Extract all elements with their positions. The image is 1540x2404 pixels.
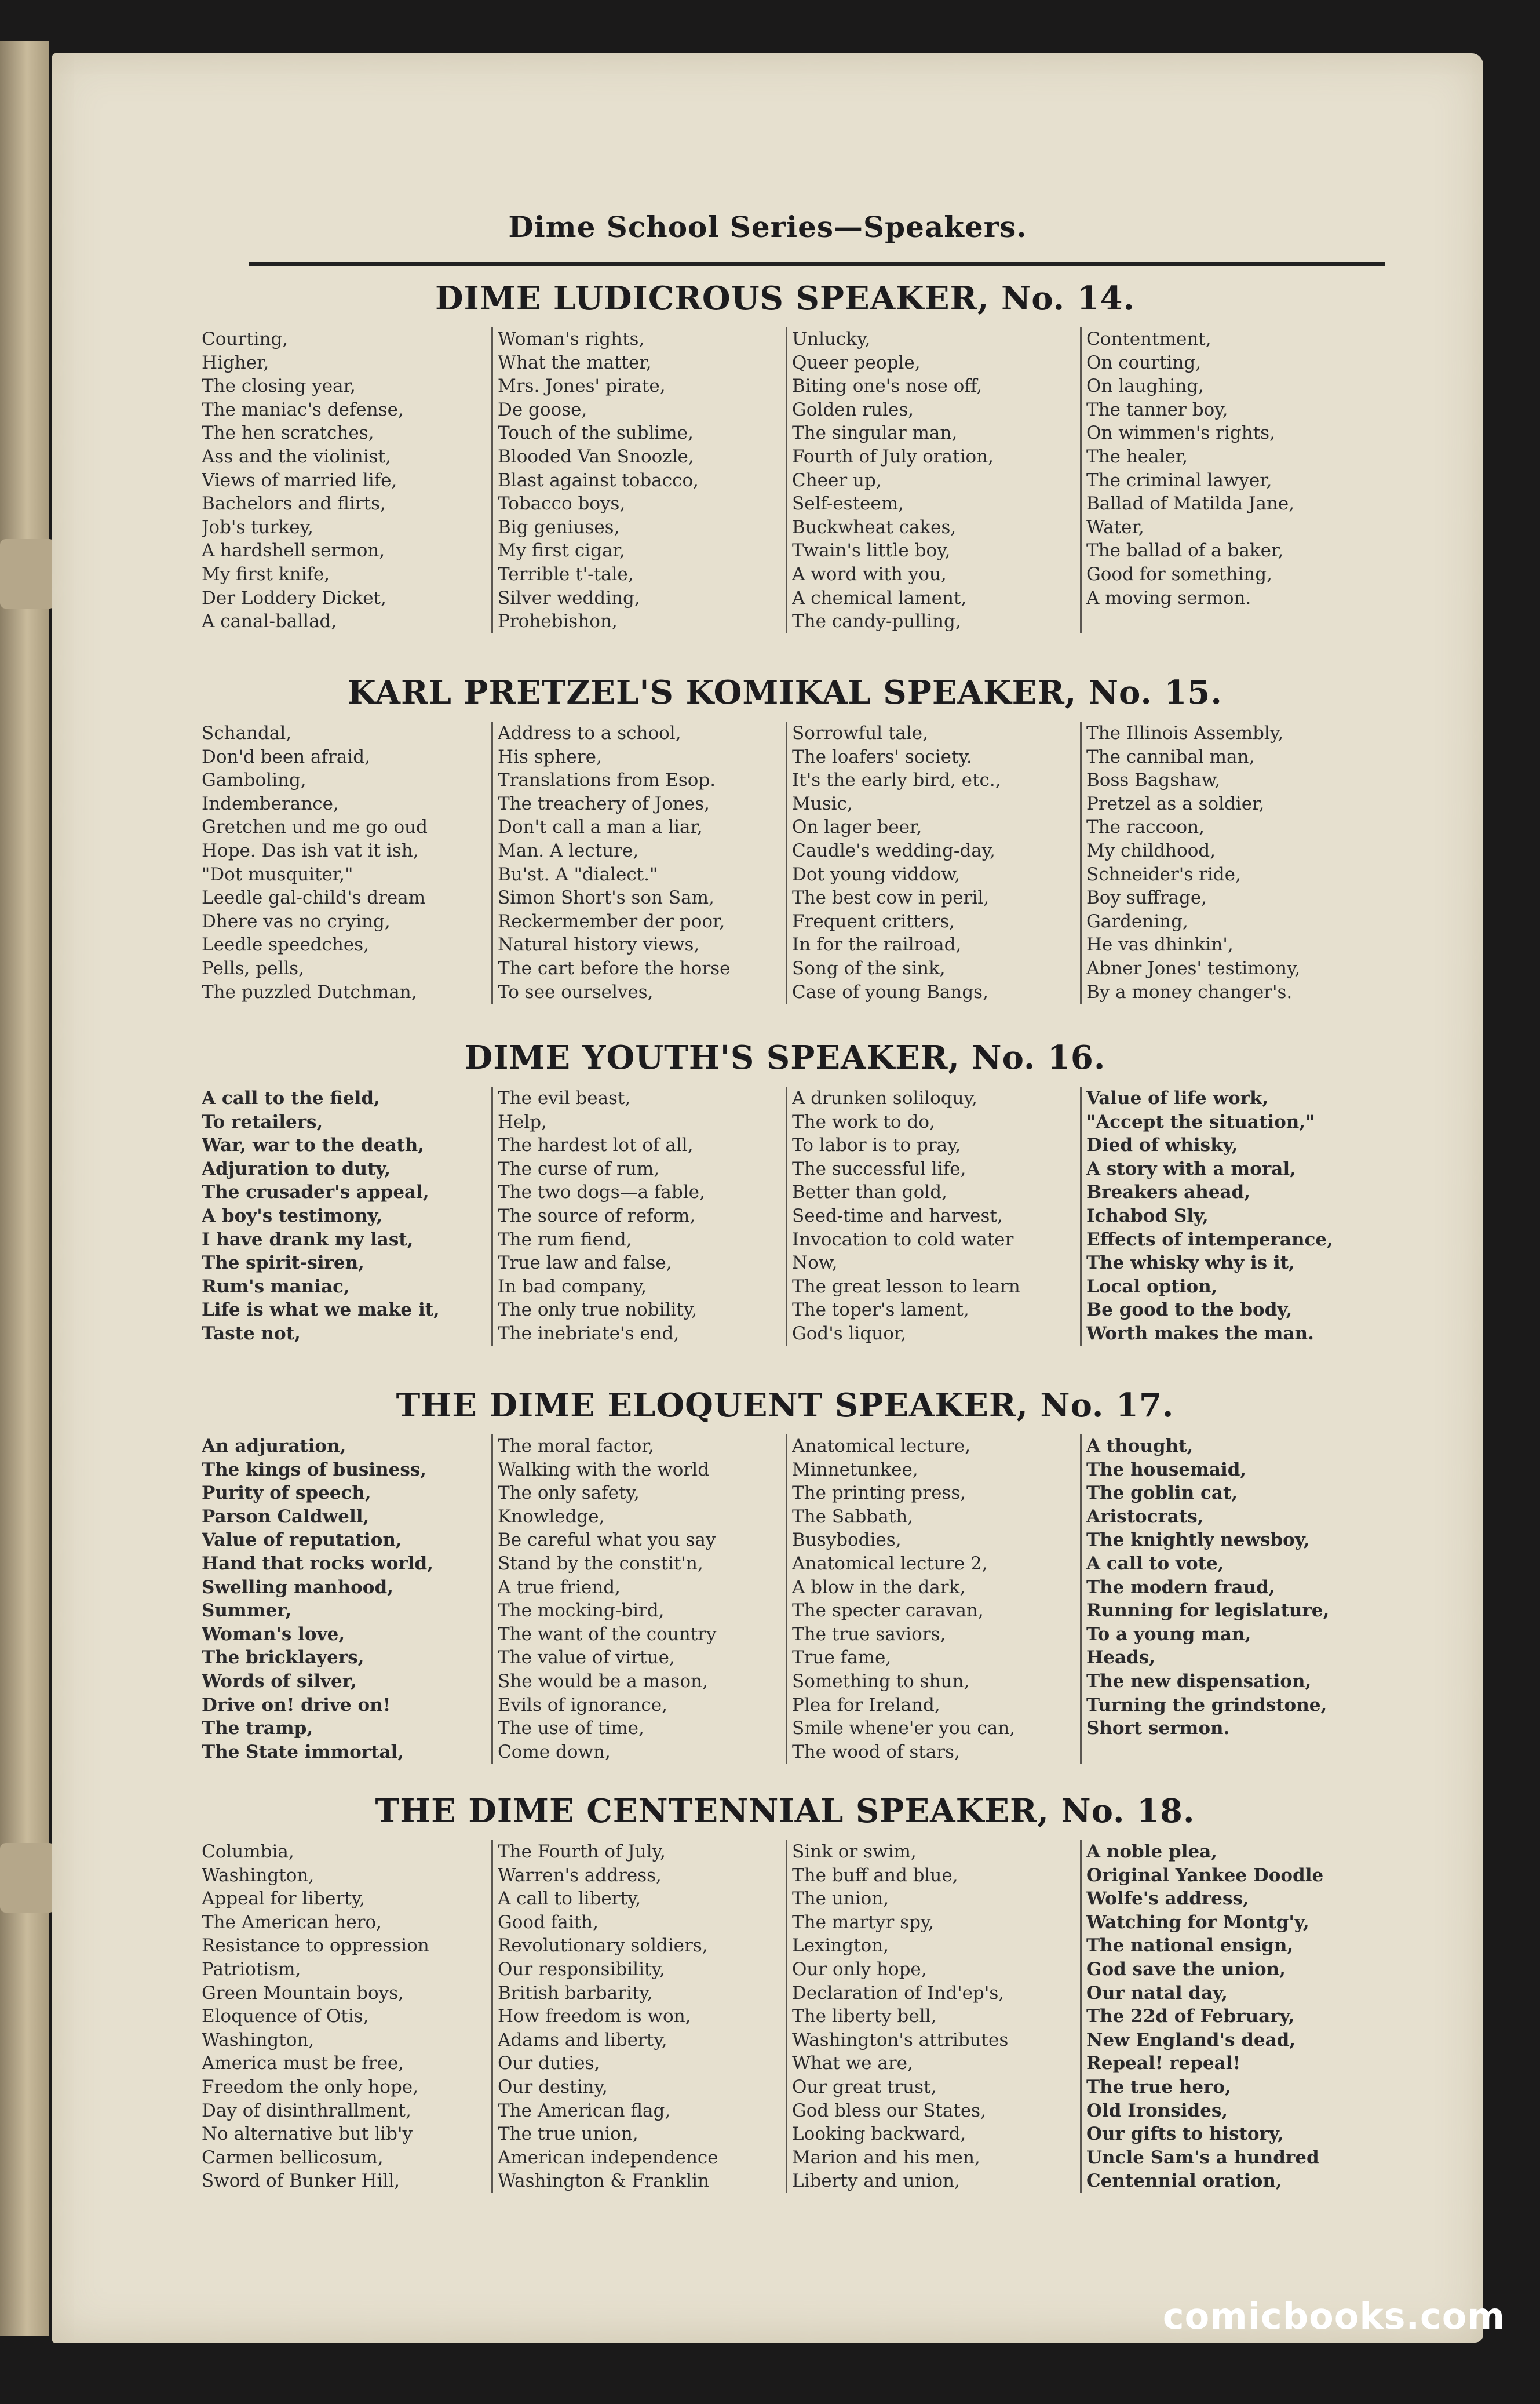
- contents-entry: The great lesson to learn: [792, 1276, 1020, 1297]
- contents-entry: Song of the sink,: [792, 957, 946, 979]
- contents-entry: Dot young viddow,: [792, 864, 961, 885]
- contents-entry: The loafers' society.: [792, 746, 972, 767]
- contents-entry: Blast against tobacco,: [498, 469, 699, 491]
- contents-entry: A noble plea,: [1086, 1841, 1218, 1862]
- contents-entry: The value of virtue,: [498, 1647, 675, 1669]
- contents-entry: In for the railroad,: [792, 934, 962, 956]
- contents-entry: What the matter,: [498, 352, 652, 373]
- contents-entry: To a young man,: [1086, 1623, 1251, 1645]
- contents-entry: Smile whene'er you can,: [792, 1718, 1016, 1739]
- speaker-section: [197, 669, 1373, 1004]
- contents-entry: America must be free,: [202, 2053, 404, 2074]
- contents-column: [786, 1840, 1070, 2193]
- section-title: KARL PRETZEL'S KOMIKAL SPEAKER, No. 15.: [348, 673, 1222, 712]
- contents-entry: Ass and the violinist,: [202, 446, 391, 467]
- contents-entry: The American flag,: [498, 2100, 671, 2121]
- contents-entry: The liberty bell,: [792, 2006, 937, 2027]
- contents-entry: Our great trust,: [792, 2076, 937, 2097]
- contents-entry: Died of whisky,: [1086, 1135, 1238, 1156]
- contents-entry: The union,: [792, 1888, 889, 1910]
- contents-entry: Plea for Ireland,: [792, 1694, 940, 1715]
- contents-entry: Boy suffrage,: [1086, 887, 1207, 909]
- contents-entry: True law and false,: [498, 1252, 672, 1274]
- contents-entry: Columbia,: [202, 1841, 294, 1862]
- contents-entry: Walking with the world: [498, 1459, 710, 1480]
- section-columns: [197, 327, 1373, 633]
- contents-entry: A canal-ballad,: [202, 611, 337, 632]
- contents-entry: It's the early bird, etc.,: [792, 770, 1001, 791]
- contents-entry: Patriotism,: [202, 1958, 301, 1980]
- contents-entry: Words of silver,: [202, 1670, 357, 1692]
- contents-entry: The true union,: [498, 2123, 638, 2145]
- contents-entry: The goblin cat,: [1086, 1483, 1238, 1504]
- contents-column: [786, 1434, 1070, 1764]
- contents-entry: God save the union,: [1086, 1958, 1286, 1980]
- contents-column: [197, 1087, 481, 1346]
- contents-entry: Washington & Franklin: [498, 2170, 709, 2192]
- contents-entry: Sword of Bunker Hill,: [202, 2170, 400, 2192]
- contents-entry: The work to do,: [792, 1111, 935, 1132]
- contents-entry: Higher,: [202, 352, 269, 373]
- contents-entry: Natural history views,: [498, 934, 700, 956]
- contents-entry: The criminal lawyer,: [1086, 469, 1272, 491]
- contents-entry: Eloquence of Otis,: [202, 2006, 369, 2027]
- contents-entry: Our only hope,: [792, 1958, 927, 1980]
- contents-entry: Der Loddery Dicket,: [202, 587, 386, 609]
- contents-entry: The crusader's appeal,: [202, 1182, 429, 1203]
- contents-entry: A thought,: [1086, 1436, 1194, 1456]
- contents-entry: Value of reputation,: [202, 1529, 402, 1551]
- contents-entry: Centennial oration,: [1086, 2170, 1282, 2192]
- contents-entry: Washington,: [202, 1864, 315, 1886]
- contents-entry: The wood of stars,: [792, 1741, 960, 1762]
- contents-entry: Ballad of Matilda Jane,: [1086, 493, 1295, 515]
- contents-entry: The best cow in peril,: [792, 887, 990, 909]
- contents-entry: The singular man,: [792, 422, 958, 444]
- contents-entry: The kings of business,: [202, 1459, 427, 1480]
- contents-entry: The evil beast,: [498, 1088, 631, 1109]
- contents-entry: My first cigar,: [498, 540, 625, 562]
- contents-entry: New England's dead,: [1086, 2029, 1296, 2050]
- contents-entry: On wimmen's rights,: [1086, 422, 1275, 444]
- contents-entry: Our responsibility,: [498, 1958, 665, 1980]
- contents-entry: The ballad of a baker,: [1086, 540, 1284, 562]
- contents-entry: Lexington,: [792, 1935, 889, 1957]
- contents-entry: The true hero,: [1086, 2076, 1231, 2097]
- contents-entry: She would be a mason,: [498, 1670, 708, 1692]
- binding-tab: [0, 1843, 55, 1913]
- contents-entry: The source of reform,: [498, 1205, 696, 1226]
- contents-entry: No alternative but lib'y: [202, 2123, 413, 2145]
- contents-column: [1080, 327, 1364, 633]
- contents-entry: Washington,: [202, 2029, 315, 2050]
- speaker-section: [197, 275, 1373, 633]
- contents-entry: The American hero,: [202, 1911, 382, 1933]
- contents-entry: Freedom the only hope,: [202, 2076, 418, 2097]
- contents-entry: Drive on! drive on!: [202, 1694, 391, 1715]
- contents-entry: Old Ironsides,: [1086, 2100, 1228, 2121]
- contents-column: [491, 1434, 775, 1764]
- contents-entry: The Fourth of July,: [498, 1841, 666, 1862]
- contents-entry: Big geniuses,: [498, 516, 620, 538]
- contents-entry: Water,: [1086, 516, 1144, 538]
- contents-entry: The cart before the horse: [498, 957, 731, 979]
- contents-entry: Pretzel as a soldier,: [1086, 793, 1265, 814]
- contents-entry: God bless our States,: [792, 2100, 986, 2121]
- contents-entry: A boy's testimony,: [202, 1205, 383, 1226]
- contents-entry: Biting one's nose off,: [792, 376, 983, 397]
- contents-entry: The buff and blue,: [792, 1864, 958, 1886]
- contents-column: [197, 1434, 481, 1764]
- contents-entry: Life is what we make it,: [202, 1299, 440, 1321]
- contents-column: [786, 1087, 1070, 1346]
- contents-entry: A moving sermon.: [1086, 587, 1251, 609]
- watermark: comicbooks.com: [1162, 2295, 1505, 2337]
- section-title: THE DIME CENTENNIAL SPEAKER, No. 18.: [375, 1792, 1195, 1830]
- contents-entry: The successful life,: [792, 1158, 966, 1179]
- contents-entry: The whisky why is it,: [1086, 1252, 1295, 1274]
- contents-entry: Don't call a man a liar,: [498, 817, 703, 838]
- contents-entry: The knightly newsboy,: [1086, 1529, 1310, 1551]
- contents-entry: In bad company,: [498, 1276, 647, 1297]
- contents-entry: Views of married life,: [202, 469, 397, 491]
- contents-entry: My childhood,: [1086, 840, 1216, 861]
- contents-entry: On laughing,: [1086, 376, 1204, 397]
- binding-tab: [0, 539, 55, 609]
- contents-entry: Sink or swim,: [792, 1841, 917, 1862]
- contents-entry: Reckermember der poor,: [498, 910, 725, 932]
- contents-entry: By a money changer's.: [1086, 981, 1293, 1003]
- contents-entry: Gardening,: [1086, 910, 1188, 932]
- contents-entry: Rum's maniac,: [202, 1276, 350, 1297]
- contents-entry: Courting,: [202, 329, 289, 349]
- contents-entry: The new dispensation,: [1086, 1670, 1312, 1692]
- contents-column: [197, 327, 481, 633]
- contents-entry: On courting,: [1086, 352, 1202, 373]
- contents-entry: The treachery of Jones,: [498, 793, 710, 814]
- contents-entry: Something to shun,: [792, 1670, 970, 1692]
- section-columns: [197, 1087, 1373, 1346]
- section-title: DIME LUDICROUS SPEAKER, No. 14.: [435, 279, 1136, 318]
- contents-entry: Our duties,: [498, 2053, 600, 2074]
- contents-entry: Liberty and union,: [792, 2170, 960, 2192]
- contents-entry: Hope. Das ish vat it ish,: [202, 840, 419, 861]
- contents-entry: The bricklayers,: [202, 1647, 364, 1669]
- contents-entry: A chemical lament,: [792, 587, 967, 609]
- contents-entry: Gamboling,: [202, 770, 306, 791]
- contents-entry: Cheer up,: [792, 469, 882, 491]
- section-title: DIME YOUTH'S SPEAKER, No. 16.: [464, 1039, 1106, 1077]
- contents-entry: Taste not,: [202, 1323, 301, 1344]
- contents-entry: Twain's little boy,: [792, 540, 951, 562]
- contents-entry: Buckwheat cakes,: [792, 516, 957, 538]
- contents-entry: Short sermon.: [1086, 1718, 1230, 1739]
- contents-entry: A call to vote,: [1086, 1553, 1224, 1574]
- contents-entry: Adams and liberty,: [498, 2029, 667, 2050]
- contents-entry: Queer people,: [792, 352, 921, 373]
- contents-entry: De goose,: [498, 399, 587, 420]
- contents-entry: The tramp,: [202, 1718, 313, 1739]
- contents-entry: Seed-time and harvest,: [792, 1205, 1003, 1226]
- contents-entry: His sphere,: [498, 746, 602, 767]
- contents-entry: A call to liberty,: [498, 1888, 641, 1910]
- contents-entry: Simon Short's son Sam,: [498, 887, 714, 909]
- contents-entry: God's liquor,: [792, 1323, 907, 1344]
- contents-entry: Leedle gal-child's dream: [202, 887, 426, 909]
- contents-entry: The puzzled Dutchman,: [202, 981, 417, 1003]
- contents-entry: A word with you,: [792, 563, 947, 585]
- contents-entry: American independence: [498, 2147, 718, 2168]
- contents-entry: Heads,: [1086, 1647, 1156, 1669]
- contents-entry: Boss Bagshaw,: [1086, 770, 1221, 791]
- contents-entry: Be careful what you say: [498, 1529, 716, 1551]
- contents-entry: The curse of rum,: [498, 1158, 660, 1179]
- section-columns: [197, 1840, 1373, 2193]
- contents-entry: Tobacco boys,: [498, 493, 626, 515]
- contents-column: [1080, 1434, 1364, 1764]
- contents-entry: Music,: [792, 793, 853, 814]
- contents-entry: How freedom is won,: [498, 2006, 691, 2027]
- contents-entry: Knowledge,: [498, 1506, 605, 1527]
- contents-entry: The candy-pulling,: [792, 611, 961, 632]
- section-title: THE DIME ELOQUENT SPEAKER, No. 17.: [396, 1386, 1174, 1425]
- contents-column: [197, 1840, 481, 2193]
- contents-entry: The State immortal,: [202, 1741, 404, 1762]
- contents-entry: Stand by the constit'n,: [498, 1553, 703, 1574]
- contents-entry: Warren's address,: [498, 1864, 662, 1886]
- contents-entry: Be good to the body,: [1086, 1299, 1293, 1321]
- contents-entry: Effects of intemperance,: [1086, 1229, 1333, 1250]
- contents-entry: Pells, pells,: [202, 957, 305, 979]
- contents-entry: The moral factor,: [498, 1436, 654, 1456]
- contents-entry: Good faith,: [498, 1911, 599, 1933]
- contents-entry: Our destiny,: [498, 2076, 608, 2097]
- contents-entry: Fourth of July oration,: [792, 446, 994, 467]
- contents-entry: Ichabod Sly,: [1086, 1205, 1209, 1226]
- contents-entry: The housemaid,: [1086, 1459, 1247, 1480]
- contents-column: [491, 1840, 775, 2193]
- contents-entry: Turning the grindstone,: [1086, 1694, 1327, 1715]
- contents-column: [1080, 1840, 1364, 2193]
- contents-entry: A story with a moral,: [1086, 1158, 1296, 1179]
- contents-entry: Sorrowful tale,: [792, 723, 928, 744]
- contents-entry: Day of disinthrallment,: [202, 2100, 411, 2121]
- contents-entry: The maniac's defense,: [202, 399, 404, 420]
- contents-entry: Golden rules,: [792, 399, 914, 420]
- contents-entry: I have drank my last,: [202, 1229, 414, 1250]
- contents-column: [786, 722, 1070, 1004]
- contents-entry: Appeal for liberty,: [202, 1888, 366, 1910]
- contents-entry: The national ensign,: [1086, 1935, 1294, 1957]
- contents-entry: Invocation to cold water: [792, 1229, 1014, 1250]
- contents-entry: Leedle speedches,: [202, 934, 369, 956]
- contents-entry: Abner Jones' testimony,: [1086, 957, 1301, 979]
- left-page-edge: [0, 41, 49, 2336]
- contents-entry: Terrible t'-tale,: [498, 563, 634, 585]
- contents-entry: Carmen bellicosum,: [202, 2147, 384, 2168]
- contents-entry: Hand that rocks world,: [202, 1553, 433, 1574]
- contents-entry: The martyr spy,: [792, 1911, 935, 1933]
- contents-entry: Purity of speech,: [202, 1483, 371, 1504]
- contents-entry: Job's turkey,: [202, 516, 313, 538]
- contents-entry: The modern fraud,: [1086, 1576, 1275, 1598]
- contents-entry: The two dogs—a fable,: [498, 1182, 705, 1203]
- contents-entry: A call to the field,: [202, 1088, 380, 1109]
- contents-entry: "Dot musquiter,": [202, 864, 353, 885]
- contents-entry: Worth makes the man.: [1086, 1323, 1314, 1344]
- contents-entry: The cannibal man,: [1086, 746, 1255, 767]
- contents-entry: Wolfe's address,: [1086, 1888, 1249, 1910]
- contents-column: [786, 327, 1070, 633]
- contents-entry: Busybodies,: [792, 1529, 902, 1551]
- contents-entry: Translations from Esop.: [498, 770, 716, 791]
- contents-entry: Caudle's wedding-day,: [792, 840, 995, 861]
- section-columns: [197, 722, 1373, 1004]
- contents-entry: Good for something,: [1086, 563, 1272, 585]
- contents-entry: Contentment,: [1086, 329, 1211, 349]
- contents-entry: Swelling manhood,: [202, 1576, 393, 1598]
- contents-entry: Man. A lecture,: [498, 840, 639, 861]
- contents-entry: Washington's attributes: [792, 2029, 1009, 2050]
- contents-entry: Parson Caldwell,: [202, 1506, 370, 1527]
- contents-entry: Indemberance,: [202, 793, 339, 814]
- contents-entry: Looking backward,: [792, 2123, 966, 2145]
- contents-entry: An adjuration,: [202, 1436, 346, 1456]
- contents-entry: Dhere vas no crying,: [202, 910, 391, 932]
- contents-entry: Uncle Sam's a hundred: [1086, 2147, 1319, 2168]
- contents-entry: Original Yankee Doodle: [1086, 1864, 1324, 1886]
- contents-entry: The spirit-siren,: [202, 1252, 364, 1274]
- contents-entry: A hardshell sermon,: [202, 540, 385, 562]
- contents-entry: To labor is to pray,: [792, 1135, 961, 1156]
- contents-entry: Running for legislature,: [1086, 1600, 1330, 1622]
- contents-entry: Resistance to oppression: [202, 1935, 429, 1957]
- contents-entry: The closing year,: [202, 376, 356, 397]
- contents-entry: Case of young Bangs,: [792, 981, 988, 1003]
- contents-entry: To retailers,: [202, 1111, 323, 1132]
- contents-column: [197, 722, 481, 1004]
- contents-entry: The only true nobility,: [498, 1299, 698, 1321]
- contents-entry: The healer,: [1086, 446, 1188, 467]
- contents-entry: The want of the country: [498, 1623, 717, 1645]
- contents-entry: Anatomical lecture 2,: [792, 1553, 988, 1574]
- contents-entry: On lager beer,: [792, 817, 922, 838]
- contents-entry: Watching for Montg'y,: [1086, 1911, 1309, 1933]
- contents-entry: British barbarity,: [498, 1982, 653, 2004]
- contents-entry: Our gifts to history,: [1086, 2123, 1284, 2145]
- contents-column: [1080, 1087, 1364, 1346]
- contents-entry: The inebriate's end,: [498, 1323, 680, 1344]
- contents-entry: Anatomical lecture,: [792, 1436, 970, 1456]
- contents-entry: The true saviors,: [792, 1623, 946, 1645]
- contents-entry: Schandal,: [202, 723, 292, 744]
- contents-column: [1080, 722, 1364, 1004]
- contents-entry: My first knife,: [202, 563, 330, 585]
- contents-entry: The raccoon,: [1086, 817, 1205, 838]
- contents-entry: What we are,: [792, 2053, 913, 2074]
- contents-entry: A true friend,: [498, 1576, 621, 1598]
- contents-entry: Breakers ahead,: [1086, 1182, 1251, 1203]
- contents-entry: Woman's love,: [202, 1623, 345, 1645]
- contents-entry: "Accept the situation,": [1086, 1111, 1315, 1132]
- contents-entry: The tanner boy,: [1086, 399, 1228, 420]
- speaker-section: [197, 1788, 1373, 2193]
- contents-entry: Address to a school,: [498, 723, 681, 744]
- contents-entry: Declaration of Ind'ep's,: [792, 1982, 1005, 2004]
- contents-entry: Self-esteem,: [792, 493, 904, 515]
- contents-entry: Summer,: [202, 1600, 292, 1622]
- contents-entry: Come down,: [498, 1741, 611, 1762]
- contents-entry: Evils of ignorance,: [498, 1694, 667, 1715]
- contents-entry: The 22d of February,: [1086, 2006, 1295, 2027]
- page-header: Dime School Series—Speakers.: [508, 210, 1027, 244]
- contents-entry: War, war to the death,: [202, 1135, 425, 1156]
- contents-entry: Frequent critters,: [792, 910, 955, 932]
- contents-entry: He vas dhinkin',: [1086, 934, 1234, 956]
- speaker-section: [197, 1382, 1373, 1764]
- contents-entry: The specter caravan,: [792, 1600, 984, 1622]
- contents-entry: Now,: [792, 1252, 838, 1274]
- contents-entry: Minnetunkee,: [792, 1459, 918, 1480]
- contents-entry: The toper's lament,: [792, 1299, 969, 1321]
- contents-entry: The Sabbath,: [792, 1506, 914, 1527]
- contents-entry: Blooded Van Snoozle,: [498, 446, 694, 467]
- header-rule: [249, 262, 1385, 266]
- contents-entry: Don'd been afraid,: [202, 746, 370, 767]
- section-columns: [197, 1434, 1373, 1764]
- contents-entry: A blow in the dark,: [792, 1576, 966, 1598]
- contents-entry: The mocking-bird,: [498, 1600, 665, 1622]
- contents-entry: Silver wedding,: [498, 587, 640, 609]
- contents-entry: Adjuration to duty,: [202, 1158, 391, 1179]
- contents-column: [491, 327, 775, 633]
- contents-entry: Prohebishon,: [498, 611, 618, 632]
- contents-entry: The printing press,: [792, 1483, 966, 1504]
- contents-entry: Bachelors and flirts,: [202, 493, 386, 515]
- contents-entry: Mrs. Jones' pirate,: [498, 376, 666, 397]
- speaker-section: [197, 1035, 1373, 1346]
- contents-entry: Woman's rights,: [498, 329, 645, 349]
- contents-entry: Marion and his men,: [792, 2147, 980, 2168]
- contents-entry: The hen scratches,: [202, 422, 374, 444]
- contents-entry: Better than gold,: [792, 1182, 947, 1203]
- contents-entry: Bu'st. A "dialect.": [498, 864, 658, 885]
- contents-entry: The Illinois Assembly,: [1086, 723, 1284, 744]
- contents-entry: True fame,: [792, 1647, 892, 1669]
- contents-entry: Our natal day,: [1086, 1982, 1228, 2004]
- contents-entry: Help,: [498, 1111, 547, 1132]
- contents-entry: Touch of the sublime,: [498, 422, 694, 444]
- contents-entry: Value of life work,: [1086, 1088, 1269, 1109]
- contents-entry: The use of time,: [498, 1718, 644, 1739]
- contents-entry: Revolutionary soldiers,: [498, 1935, 708, 1957]
- contents-entry: Gretchen und me go oud: [202, 817, 428, 838]
- contents-entry: Schneider's ride,: [1086, 864, 1241, 885]
- contents-column: [491, 722, 775, 1004]
- contents-entry: The rum fiend,: [498, 1229, 632, 1250]
- contents-entry: The only safety,: [498, 1483, 640, 1504]
- contents-entry: A drunken soliloquy,: [792, 1088, 977, 1109]
- contents-entry: Local option,: [1086, 1276, 1218, 1297]
- contents-column: [491, 1087, 775, 1346]
- contents-entry: Unlucky,: [792, 329, 871, 349]
- contents-entry: The hardest lot of all,: [498, 1135, 694, 1156]
- contents-entry: Aristocrats,: [1086, 1506, 1204, 1527]
- contents-entry: Repeal! repeal!: [1086, 2053, 1241, 2074]
- contents-entry: To see ourselves,: [498, 981, 654, 1003]
- contents-entry: Green Mountain boys,: [202, 1982, 404, 2004]
